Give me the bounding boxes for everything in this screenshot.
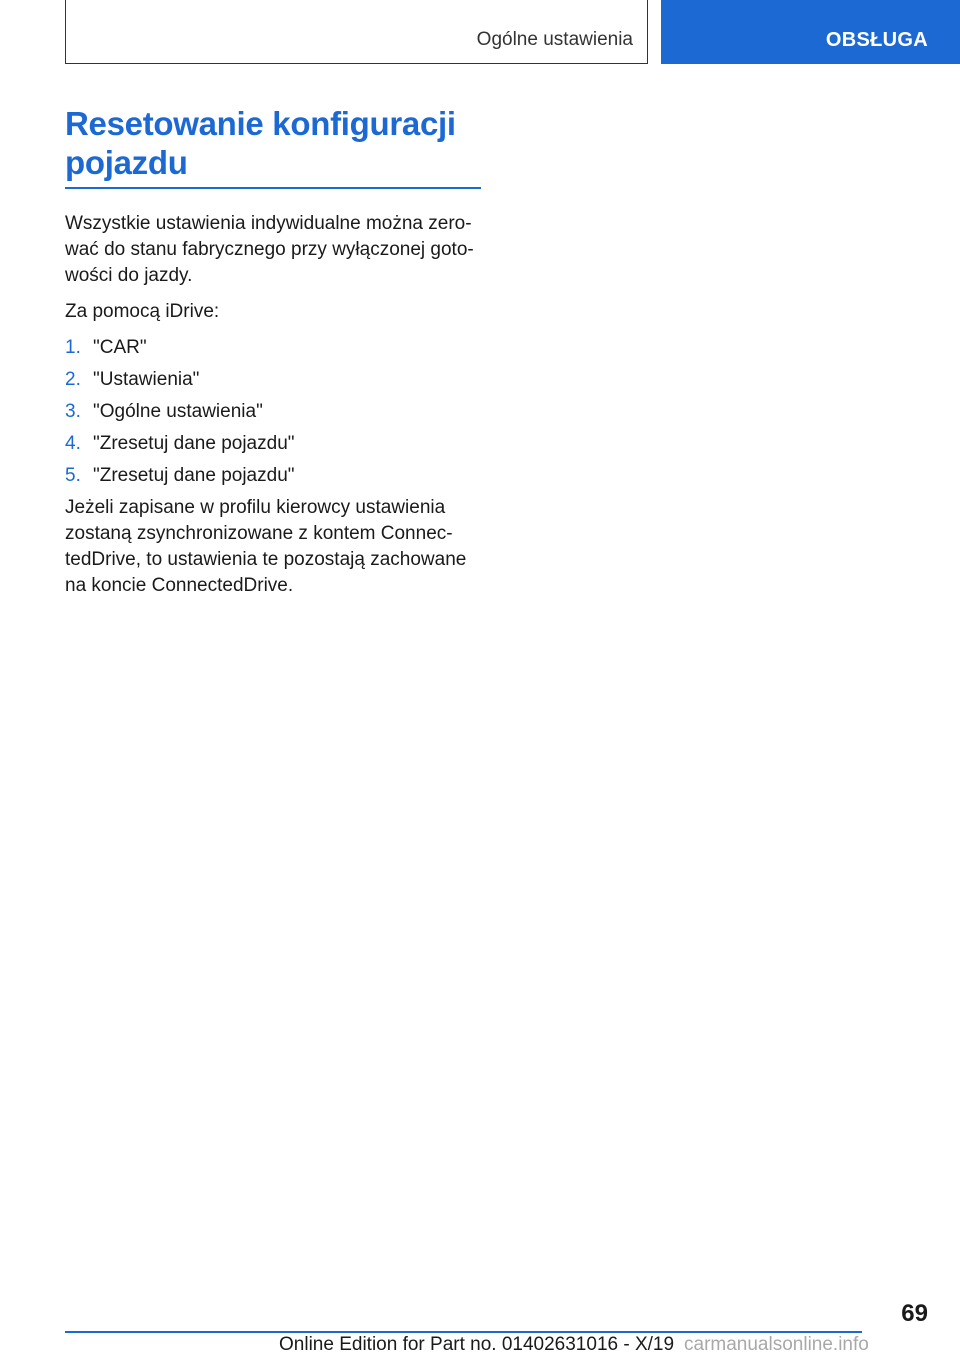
steps-list bbox=[65, 335, 481, 495]
lead-paragraph: Za pomocą iDrive: bbox=[65, 300, 220, 322]
step-text: "Ustawienia" bbox=[93, 368, 200, 390]
intro-paragraph: Wszystkie ustawienia indywidualne można zerować do stanu fabrycznego przy wyłączonej gotowości do jazdy. bbox=[65, 212, 474, 286]
page-number: 69 bbox=[901, 1300, 928, 1327]
chapter-header-tab bbox=[65, 0, 648, 64]
watermark-text: carmanualsonline.info bbox=[684, 1334, 869, 1355]
step-text: "Zresetuj dane pojazdu" bbox=[93, 432, 295, 454]
edition-text: Online Edition for Part no. 01402631016 - X/19 bbox=[279, 1334, 675, 1355]
chapter-title: Ogólne ustawienia bbox=[476, 29, 633, 50]
page-title: Resetowanie konfiguracji pojazdu bbox=[65, 105, 456, 181]
step-number: 3. bbox=[65, 400, 81, 422]
main-content bbox=[65, 104, 481, 599]
step-number: 1. bbox=[65, 336, 81, 358]
section-label: OBSŁUGA bbox=[825, 29, 928, 51]
step-number: 4. bbox=[65, 432, 81, 454]
note-paragraph: Jeżeli zapisane w profilu kierowcy ustawienia zostaną zsynchronizowane z kontem ConnectedDrive, to ustawienia te pozostają zachowane na koncie ConnectedDrive. bbox=[65, 496, 467, 596]
step-text: "Ogólne ustawienia" bbox=[93, 400, 263, 422]
step-number: 2. bbox=[65, 368, 81, 390]
step-text: "Zresetuj dane pojazdu" bbox=[93, 464, 295, 486]
step-number: 5. bbox=[65, 464, 81, 486]
step-text: "CAR" bbox=[93, 336, 147, 358]
list-item bbox=[65, 367, 481, 399]
list-item bbox=[65, 335, 481, 367]
section-header bbox=[661, 0, 960, 64]
title-divider bbox=[65, 187, 481, 189]
list-item bbox=[65, 431, 481, 463]
list-item bbox=[65, 399, 481, 431]
list-item bbox=[65, 463, 481, 495]
footer-divider bbox=[65, 1331, 862, 1333]
